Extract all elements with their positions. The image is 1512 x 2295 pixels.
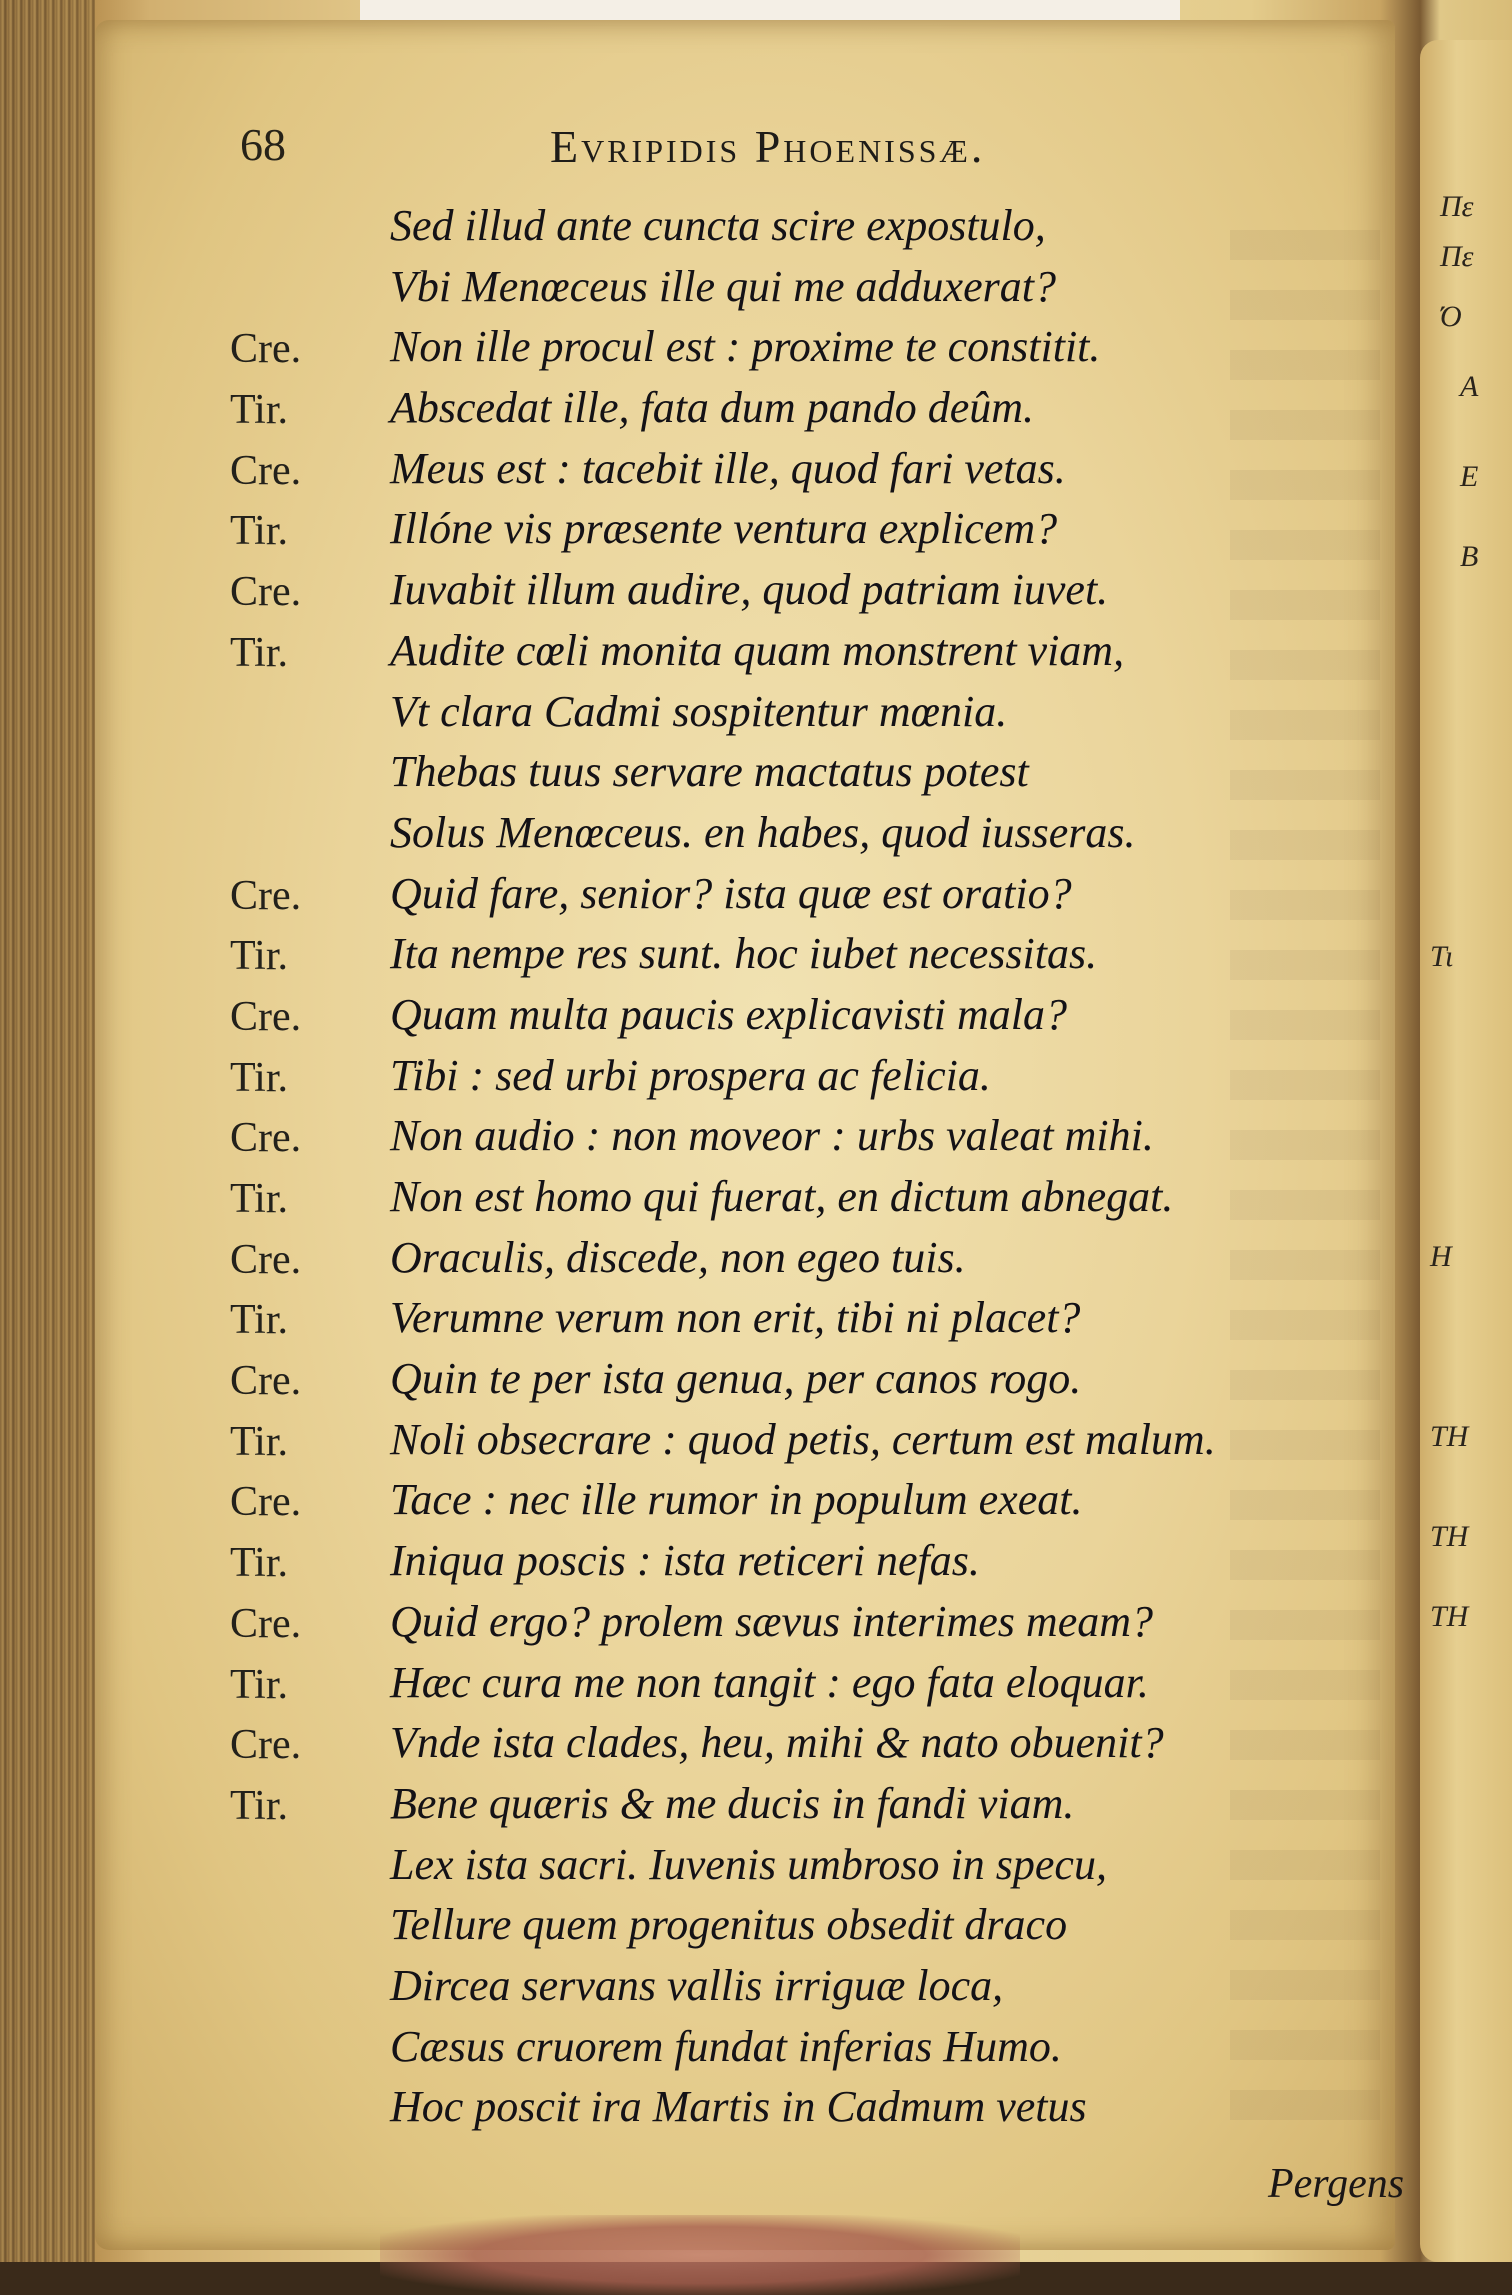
- verse-text: Quid fare, senior? ista quæ est oratio?: [390, 868, 1072, 918]
- verse-text: Dircea servans vallis irriguæ loca,: [390, 1960, 1004, 2010]
- verse-line: [230, 1230, 1350, 1291]
- speaker-label: Tir.: [230, 1297, 289, 1344]
- speaker-label: Cre.: [230, 1358, 302, 1405]
- speaker-label: Tir.: [230, 933, 289, 980]
- speaker-label: Cre.: [230, 1722, 302, 1769]
- speaker-label: Cre.: [230, 1236, 302, 1283]
- verse-text: Vt clara Cadmi sospitentur mœnia.: [390, 686, 1008, 736]
- speaker-label: Cre.: [230, 1115, 302, 1162]
- verse-line: [230, 380, 1350, 441]
- verse-line: [230, 1290, 1350, 1351]
- facing-page-fragment: Β: [1460, 540, 1479, 573]
- verse-text: Quid ergo? prolem sævus interimes meam?: [390, 1596, 1153, 1646]
- verse-text: Ita nempe res sunt. hoc iubet necessitas.: [390, 929, 1098, 979]
- verse-line: [230, 501, 1350, 562]
- verse-text: Tibi : sed urbi prospera ac felicia.: [390, 1050, 991, 1100]
- speaker-label: Cre.: [230, 326, 302, 373]
- speaker-label: Tir.: [230, 1418, 289, 1465]
- running-title: Evripidis Phoenissæ.: [550, 121, 986, 172]
- facing-page-fragment: Πε: [1440, 240, 1474, 273]
- verse-text: Cæsus cruorem fundat inferias Humo.: [390, 2021, 1062, 2071]
- verse-line: [230, 1715, 1350, 1776]
- verse-line: [230, 1412, 1350, 1473]
- speaker-label: Tir.: [230, 508, 289, 555]
- verse-text: Thebas tuus servare mactatus potest: [390, 747, 1029, 797]
- speaker-label: Tir.: [230, 1782, 289, 1829]
- verse-line: [230, 1655, 1350, 1716]
- facing-page-fragment: ΤΗ: [1430, 1420, 1469, 1453]
- paper-strip: [360, 0, 1180, 22]
- verse-line: [230, 1169, 1350, 1230]
- verse-text: Solus Menœceus. en habes, quod iusseras.: [390, 807, 1136, 857]
- verse-line: [230, 1472, 1350, 1533]
- verse-line: [230, 1108, 1350, 1169]
- verse-line: [230, 562, 1350, 623]
- verse-text: Audite cœli monita quam monstrent viam,: [390, 625, 1125, 675]
- verse-text: Hæc cura me non tangit : ego fata eloquar.: [390, 1657, 1149, 1707]
- verse-text: Iniqua poscis : ista reticeri nefas.: [390, 1536, 980, 1586]
- verse-line: [230, 623, 1350, 684]
- verse-line: [230, 1958, 1350, 2019]
- verse-line: [230, 744, 1350, 805]
- verse-text: Non audio : non moveor : urbs valeat mihi.: [390, 1111, 1154, 1161]
- verse-text: Vnde ista clades, heu, mihi & nato obuenit?: [390, 1718, 1164, 1768]
- facing-page-fragment: Τι: [1430, 940, 1454, 973]
- verse-line: [230, 1897, 1350, 1958]
- verse-line: [230, 926, 1350, 987]
- speaker-label: Cre.: [230, 569, 302, 616]
- verse-text: Illóne vis præsente ventura explicem?: [390, 504, 1058, 554]
- verse-text: Hoc poscit ira Martis in Cadmum vetus: [390, 2082, 1087, 2132]
- facing-page-fragment: Η: [1430, 1240, 1452, 1273]
- verse-text: Tellure quem progenitus obsedit draco: [390, 1900, 1068, 1950]
- speaker-label: Tir.: [230, 1661, 289, 1708]
- catchword: Pergens: [1268, 2161, 1405, 2207]
- speaker-label: Cre.: [230, 1479, 302, 1526]
- verse-text: Bene quæris & me ducis in fandi viam.: [390, 1778, 1075, 1828]
- verse-text: Quin te per ista genua, per canos rogo.: [390, 1354, 1082, 1404]
- verse-text: Quam multa paucis explicavisti mala?: [390, 989, 1068, 1039]
- speaker-label: Tir.: [230, 1540, 289, 1587]
- facing-page: [1420, 40, 1512, 2262]
- facing-page-fragment: Ό: [1440, 300, 1462, 333]
- speaker-label: Tir.: [230, 387, 289, 434]
- page-header: [240, 118, 1220, 178]
- verse-line: [230, 1594, 1350, 1655]
- verse-line: [230, 2079, 1350, 2140]
- page-number: 68: [240, 119, 286, 170]
- speaker-label: Tir.: [230, 629, 289, 676]
- verse-text: Verumne verum non erit, tibi ni placet?: [390, 1293, 1081, 1343]
- verse-line: [230, 2019, 1350, 2080]
- speaker-label: Tir.: [230, 1054, 289, 1101]
- verse-line: [230, 684, 1350, 745]
- verse-line: [230, 1837, 1350, 1898]
- verse-text: Tace : nec ille rumor in populum exeat.: [390, 1475, 1083, 1525]
- facing-page-fragment: ΤΗ: [1430, 1600, 1469, 1633]
- speaker-label: Cre.: [230, 1600, 302, 1647]
- facing-page-fragment: Πε: [1440, 190, 1474, 223]
- verse-line: [230, 866, 1350, 927]
- thumb-shadow: [380, 2215, 1020, 2295]
- verse-line: [230, 1351, 1350, 1412]
- verse-text: Non est homo qui fuerat, en dictum abnegat.: [390, 1172, 1174, 1221]
- verse-text: Iuvabit illum audire, quod patriam iuvet.: [390, 565, 1109, 615]
- verse-text: Vbi Menœceus ille qui me adduxerat?: [390, 261, 1056, 311]
- verse-text: Meus est : tacebit ille, quod fari vetas.: [390, 443, 1066, 493]
- verse-text: Noli obsecrare : quod petis, certum est malum.: [390, 1414, 1216, 1464]
- verse-line: [230, 441, 1350, 502]
- verse-line: [230, 805, 1350, 866]
- verse-line: [230, 987, 1350, 1048]
- facing-page-fragment: Ε: [1460, 460, 1479, 493]
- speaker-label: Cre.: [230, 872, 302, 919]
- verse-line: [230, 1776, 1350, 1837]
- facing-page-fragment: ΤΗ: [1430, 1520, 1469, 1553]
- verse-text: Non ille procul est : proxime te constitit.: [390, 322, 1101, 372]
- speaker-label: Cre.: [230, 993, 302, 1040]
- facing-page-fragment: Α: [1460, 370, 1479, 403]
- verse-line: [230, 1048, 1350, 1109]
- verse-line: [230, 259, 1350, 320]
- speaker-label: Tir.: [230, 1176, 289, 1222]
- verse-text: Abscedat ille, fata dum pando deûm.: [390, 383, 1035, 433]
- speaker-label: Cre.: [230, 447, 302, 494]
- page-edges: [0, 0, 95, 2262]
- verse-text: Lex ista sacri. Iuvenis umbroso in specu,: [390, 1839, 1107, 1889]
- verse-line: [230, 319, 1350, 380]
- verse-text-block: [230, 198, 1350, 2140]
- verse-line: [230, 198, 1350, 259]
- verse-line: [230, 1533, 1350, 1594]
- verse-text: Sed illud ante cuncta scire expostulo,: [390, 201, 1046, 250]
- verse-text: Oraculis, discede, non egeo tuis.: [390, 1232, 966, 1282]
